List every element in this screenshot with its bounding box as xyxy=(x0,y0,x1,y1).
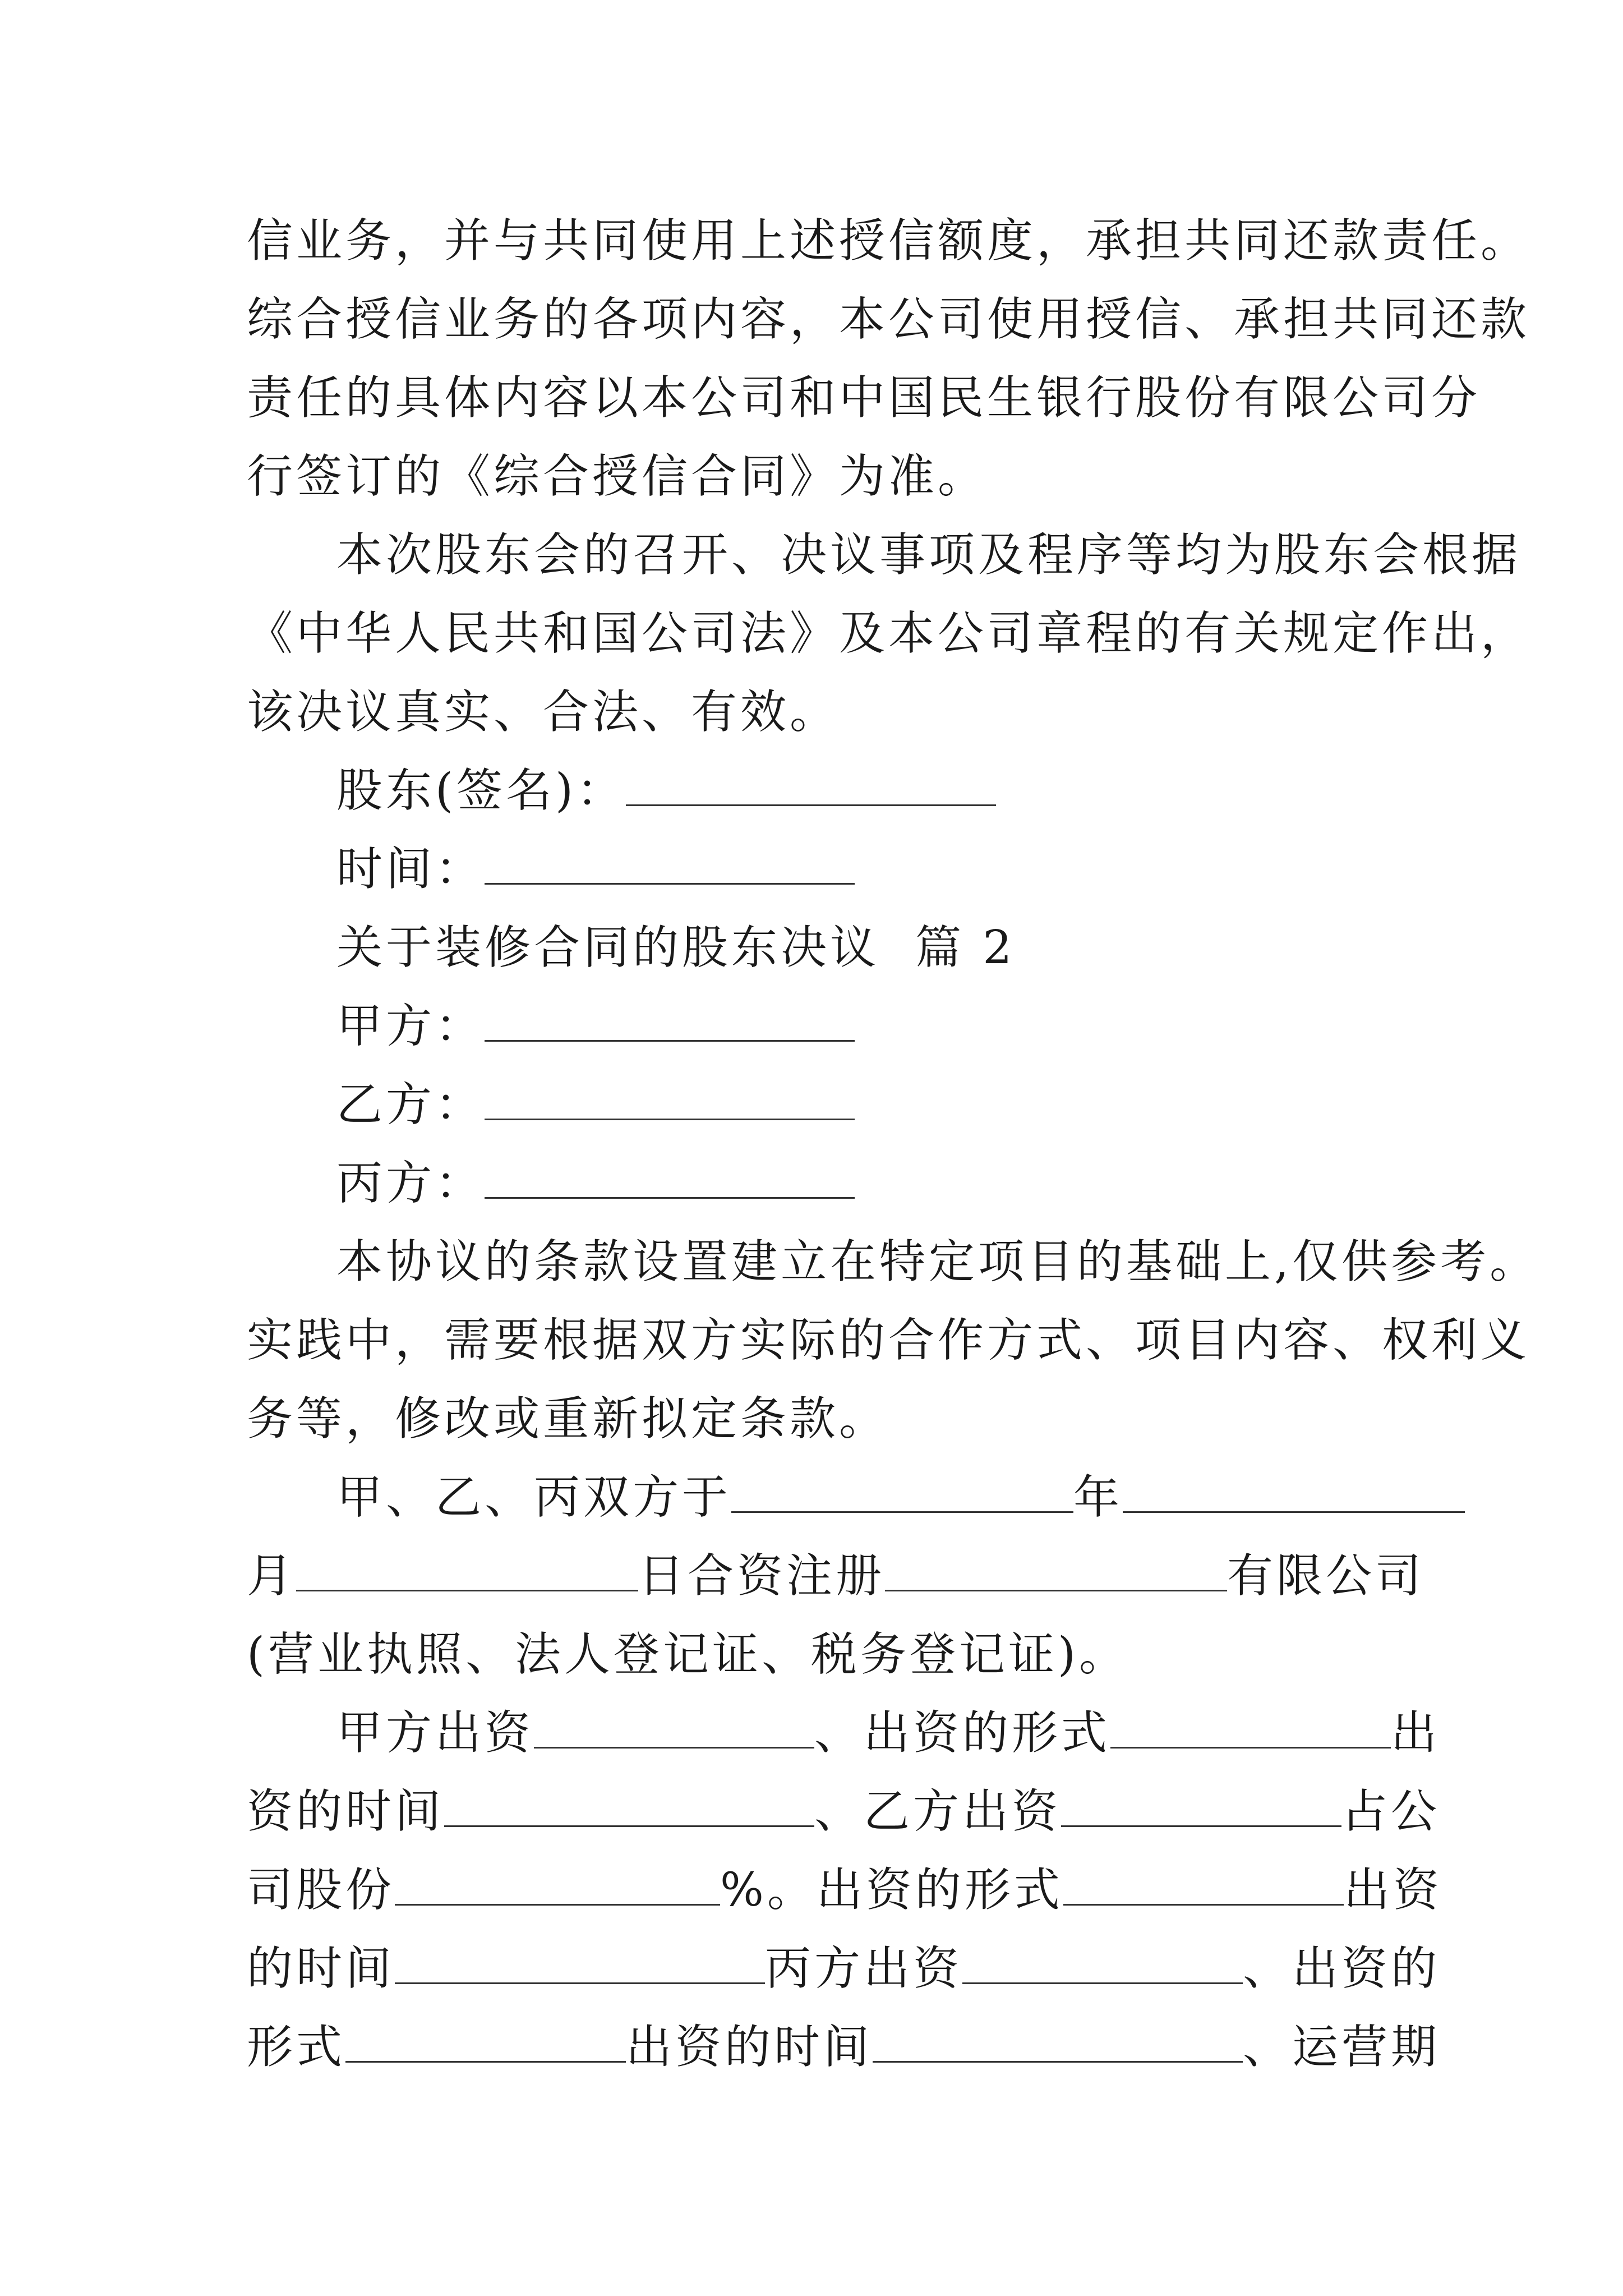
month-blank[interactable] xyxy=(296,1550,638,1591)
text: 综合授信业务的各项内容，本公司使用授信、承担共同还款 xyxy=(247,293,1530,346)
party-b-label: 乙方： xyxy=(336,1078,485,1131)
party-c-capital-blank[interactable] xyxy=(962,1943,1243,1984)
text: 月 xyxy=(247,1549,297,1603)
text: 实践中，需要根据双方实际的合作方式、项目内容、权利义 xyxy=(247,1314,1530,1367)
time-line xyxy=(336,830,1396,909)
text: 司股份 xyxy=(247,1864,395,1917)
party-b-blank[interactable] xyxy=(485,1079,855,1120)
party-b-line xyxy=(336,1066,1396,1144)
party-a-blank[interactable] xyxy=(485,1001,855,1042)
paragraph-line xyxy=(247,359,1481,438)
shareholder-label: 股东(签名)： xyxy=(336,764,626,817)
text: 出资的时间 xyxy=(626,2021,873,2074)
paragraph-line xyxy=(247,438,1396,516)
text: 信业务，并与共同使用上述授信额度，承担共同还款责任。 xyxy=(247,214,1530,268)
text: 责任的具体内容以本公司和中国民生银行股份有限公司分 xyxy=(247,371,1481,425)
text: 占公 xyxy=(1341,1785,1441,1838)
capital-line xyxy=(247,1930,1441,2008)
text: 、出资的形式 xyxy=(814,1706,1111,1760)
shareholder-signature-line xyxy=(336,752,1396,830)
paragraph-line xyxy=(247,280,1530,359)
text: 出 xyxy=(1391,1706,1441,1760)
party-c-line xyxy=(336,1144,1396,1223)
party-a-form-blank[interactable] xyxy=(1110,1708,1391,1749)
text: 《中华人民共和国公司法》及本公司章程的有关规定作出， xyxy=(247,607,1530,660)
party-b-share-blank[interactable] xyxy=(395,1865,720,1906)
party-a-label: 甲方： xyxy=(336,1000,485,1053)
text: 、乙方出资 xyxy=(814,1785,1062,1838)
year-blank[interactable] xyxy=(731,1472,1073,1513)
text: 出资 xyxy=(1343,1864,1442,1917)
paragraph-line xyxy=(247,595,1530,673)
text: 本次股东会的召开、决议事项及程序等均为股东会根据 xyxy=(336,528,1521,582)
party-b-form-blank[interactable] xyxy=(1063,1865,1344,1906)
company-name-blank[interactable] xyxy=(885,1550,1227,1591)
text: 资的时间 xyxy=(247,1785,445,1838)
text: 行签订的《综合授信合同》为准。 xyxy=(247,450,988,503)
time-blank[interactable] xyxy=(485,844,855,885)
year-value-blank[interactable] xyxy=(1123,1472,1465,1513)
text: 务等，修改或重新拟定条款。 xyxy=(247,1392,889,1446)
text: %。出资的形式 xyxy=(720,1864,1063,1917)
registration-line xyxy=(336,1458,1396,1537)
text: 甲、乙、丙双方于 xyxy=(336,1471,732,1524)
text: 丙方出资 xyxy=(765,1942,963,1995)
capital-line xyxy=(247,1851,1442,1930)
paragraph-line xyxy=(336,516,1521,595)
section-title xyxy=(336,909,1396,987)
party-b-time-blank[interactable] xyxy=(395,1943,765,1984)
text: 有限公司 xyxy=(1227,1549,1425,1603)
party-a-capital-blank[interactable] xyxy=(534,1708,814,1749)
party-c-form-blank[interactable] xyxy=(345,2022,626,2063)
text: 、运营期 xyxy=(1243,2021,1441,2074)
party-c-blank[interactable] xyxy=(485,1158,855,1199)
text: 、出资的 xyxy=(1243,1942,1441,1995)
party-c-time-blank[interactable] xyxy=(873,2022,1243,2063)
capital-line xyxy=(247,2008,1441,2087)
text: (营业执照、法人登记证、税务登记证)。 xyxy=(247,1628,1128,1681)
text: 甲方出资 xyxy=(336,1706,534,1760)
text: 形式 xyxy=(247,2021,346,2074)
paragraph-line xyxy=(336,1223,1539,1301)
text: 日合资注册 xyxy=(638,1549,886,1603)
paragraph-line xyxy=(247,202,1530,280)
party-b-capital-blank[interactable] xyxy=(1061,1786,1341,1827)
time-label: 时间： xyxy=(336,843,485,896)
text: 的时间 xyxy=(247,1942,395,1995)
capital-line xyxy=(247,1773,1441,1851)
registration-line xyxy=(247,1537,1425,1616)
party-a-time-blank[interactable] xyxy=(444,1786,814,1827)
text: 该决议真实、合法、有效。 xyxy=(247,685,840,739)
paragraph-line xyxy=(247,1616,1396,1694)
capital-line xyxy=(336,1694,1441,1773)
party-a-line xyxy=(336,987,1396,1066)
paragraph-line xyxy=(247,1380,1396,1458)
paragraph-line xyxy=(247,1301,1530,1380)
shareholder-signature-blank[interactable] xyxy=(626,765,996,806)
paragraph-line xyxy=(247,673,1396,752)
party-c-label: 丙方： xyxy=(336,1157,485,1210)
text: 本协议的条款设置建立在特定项目的基础上,仅供参考。 xyxy=(336,1235,1539,1289)
text: 关于装修合同的股东决议 篇 2 xyxy=(336,921,1016,974)
text: 年 xyxy=(1073,1471,1123,1524)
